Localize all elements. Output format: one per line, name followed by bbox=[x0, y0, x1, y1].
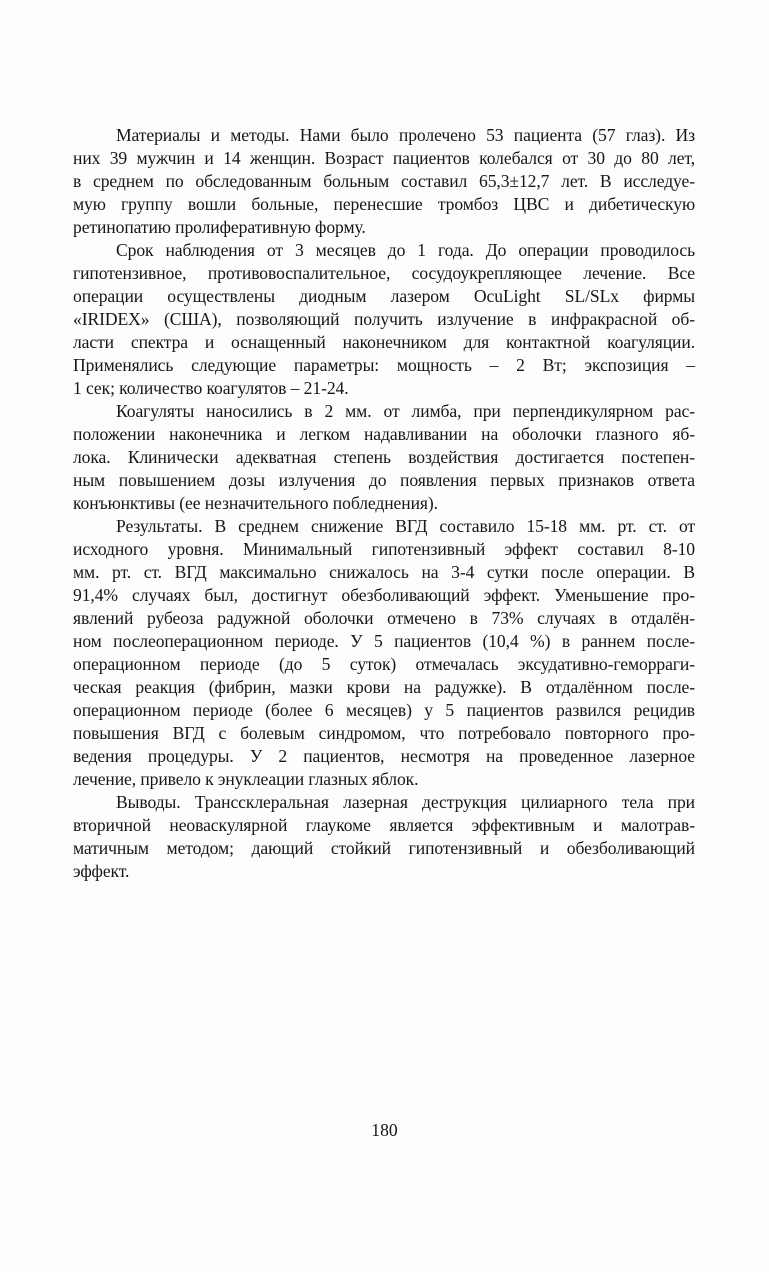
text-line: операции осуществлены диодным лазером OcuLight SL/SLx фирмы bbox=[73, 286, 695, 306]
text-line: Коагуляты наносились в 2 мм. от лимба, при перпендикулярном рас- bbox=[116, 401, 695, 421]
text-line: 1 сек; количество коагулятов – 21-24. bbox=[73, 378, 349, 398]
paragraph-observation bbox=[73, 239, 695, 400]
text-line: ласти спектра и оснащенный наконечником для контактной коагуляции. bbox=[73, 332, 695, 352]
text-line: них 39 мужчин и 14 женщин. Возраст пациентов колебался от 30 до 80 лет, bbox=[73, 148, 695, 168]
text-line: положении наконечника и легком надавливании на оболочки глазного яб- bbox=[73, 424, 695, 444]
text-line: ческая реакция (фибрин, мазки крови на радужке). В отдалённом после- bbox=[73, 677, 695, 697]
text-line: Применялись следующие параметры: мощность – 2 Вт; экспозиция – bbox=[73, 355, 695, 375]
text-line: ном послеоперационном периоде. У 5 пациентов (10,4 %) в раннем после- bbox=[73, 631, 695, 651]
text-line: ным повышением дозы излучения до появления первых признаков ответа bbox=[73, 470, 695, 490]
text-line: Результаты. В среднем снижение ВГД составило 15-18 мм. рт. ст. от bbox=[116, 516, 695, 536]
text-line: гипотензивное, противовоспалительное, сосудоукрепляющее лечение. Все bbox=[73, 263, 695, 283]
text-line: ретинопатию пролиферативную форму. bbox=[73, 217, 366, 237]
text-line: повышения ВГД с болевым синдромом, что потребовало повторного про- bbox=[73, 723, 695, 743]
paragraph-methods bbox=[73, 124, 695, 239]
text-line: операционном периоде (более 6 месяцев) у 5 пациентов развился рецидив bbox=[73, 700, 695, 720]
text-line: операционном периоде (до 5 суток) отмечалась эксудативно-геморраги- bbox=[73, 654, 695, 674]
body-text bbox=[73, 124, 695, 883]
text-line: «IRIDEX» (США), позволяющий получить излучение в инфракрасной об- bbox=[73, 309, 695, 329]
text-line: лока. Клинически адекватная степень воздействия достигается постепен- bbox=[73, 447, 695, 467]
text-line: 91,4% случаях был, достигнут обезболивающий эффект. Уменьшение про- bbox=[73, 585, 695, 605]
text-line: в среднем по обследованным больным составил 65,3±12,7 лет. В исследуе- bbox=[73, 171, 695, 191]
text-line: матичным методом; дающий стойкий гипотензивный и обезболивающий bbox=[73, 838, 695, 858]
page-number: 180 bbox=[371, 1120, 398, 1140]
text-line: мм. рт. ст. ВГД максимально снижалось на 3-4 сутки после операции. В bbox=[73, 562, 695, 582]
text-line: вторичной неоваскулярной глаукоме является эффективным и малотрав- bbox=[73, 815, 695, 835]
text-line: Материалы и методы. Нами было пролечено 53 пациента (57 глаз). Из bbox=[116, 125, 695, 145]
text-line: явлений рубеоза радужной оболочки отмечено в 73% случаях в отдалён- bbox=[73, 608, 695, 628]
text-line: лечение, привело к энуклеации глазных яблок. bbox=[73, 769, 419, 789]
paragraph-conclusions bbox=[73, 791, 695, 883]
text-line: Срок наблюдения от 3 месяцев до 1 года. До операции проводилось bbox=[116, 240, 695, 260]
paragraph-results bbox=[73, 515, 695, 791]
text-line: эффект. bbox=[73, 861, 130, 881]
text-line: исходного уровня. Минимальный гипотензивный эффект составил 8-10 bbox=[73, 539, 695, 559]
text-line: конъюнктивы (ее незначительного побледнения). bbox=[73, 493, 438, 513]
text-line: мую группу вошли больные, перенесшие тромбоз ЦВС и дибетическую bbox=[73, 194, 695, 214]
text-line: ведения процедуры. У 2 пациентов, несмотря на проведенное лазерное bbox=[73, 746, 695, 766]
text-line: Выводы. Транссклеральная лазерная деструкция цилиарного тела при bbox=[116, 792, 695, 812]
paragraph-coagulation bbox=[73, 400, 695, 515]
